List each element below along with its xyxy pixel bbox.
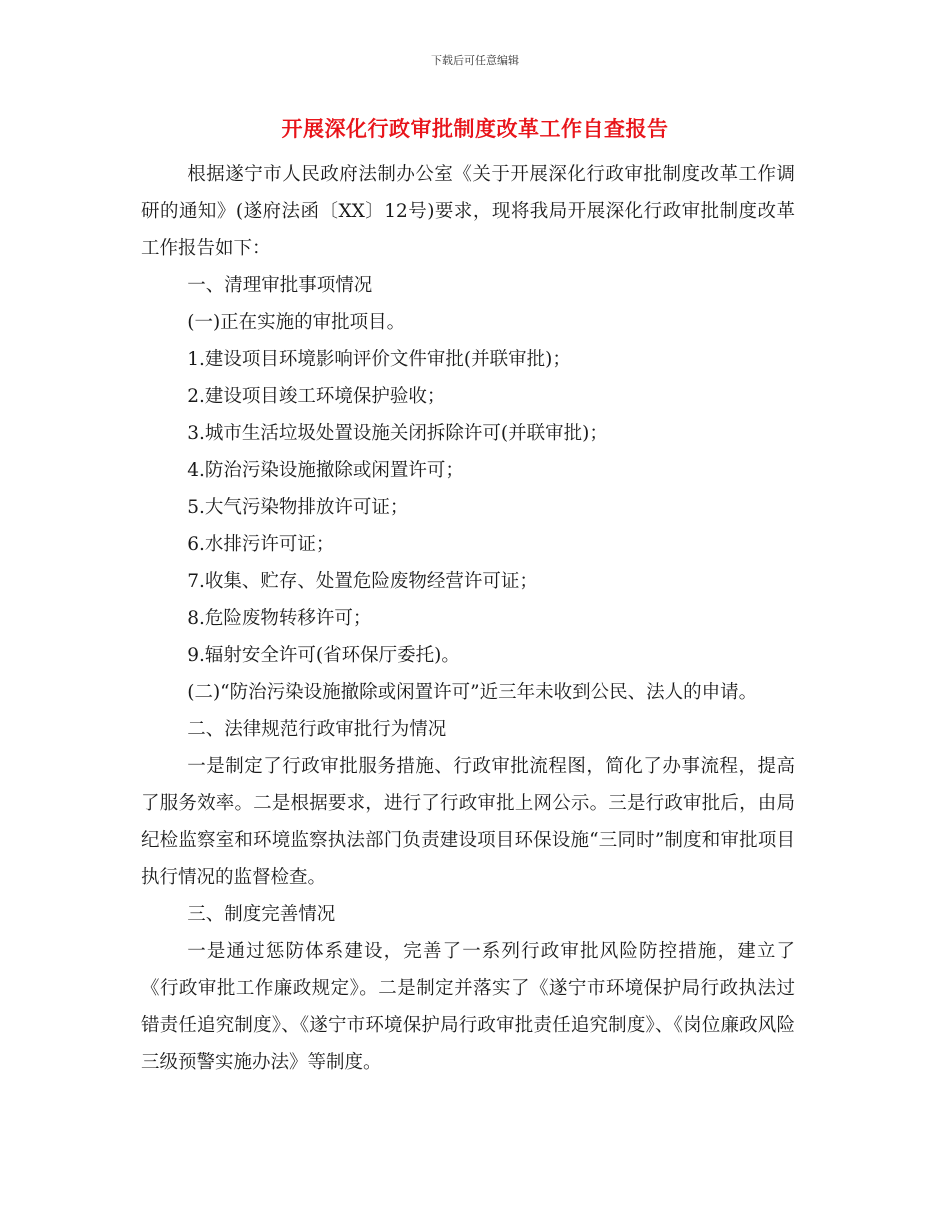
- list-item: 7.收集、贮存、处置危险废物经营许可证；: [187, 571, 538, 592]
- list-item: 3.城市生活垃圾处置设施关闭拆除许可(并联审批)；: [187, 423, 608, 444]
- subsection-heading-2: (二)“防治污染设施撤除或闲置许可”近三年未收到公民、法人的申请。: [187, 682, 758, 703]
- section-heading-2: 二、法律规范行政审批行为情况: [187, 719, 447, 740]
- paragraph-legal-norms: 一是制定了行政审批服务措施、行政审批流程图，简化了办事流程，提高了服务效率。二是根据要求，进行了行政审批上网公示。三是行政审批后，由局纪检监察室和环境监察执法部门负责建设项目环保设施“三同时”制度和审批项目执行情况的监督检查。: [141, 756, 795, 888]
- paragraph-intro: 根据遂宁市人民政府法制办公室《关于开展深化行政审批制度改革工作调研的通知》(遂府法函〔XX〕12号)要求，现将我局开展深化行政审批制度改革工作报告如下：: [141, 164, 795, 259]
- page-header-note: 下载后可任意编辑: [431, 54, 519, 67]
- list-item: 6.水排污许可证；: [187, 534, 335, 555]
- list-item: 8.危险废物转移许可；: [187, 608, 372, 629]
- paragraph-system-improvement: 一是通过惩防体系建设，完善了一系列行政审批风险防控措施，建立了《行政审批工作廉政规定》。二是制定并落实了《遂宁市环境保护局行政执法过错责任追究制度》、《遂宁市环境保护局行政审批责任追究制度》、《岗位廉政风险三级预警实施办法》等制度。: [141, 941, 795, 1073]
- section-heading-3: 三、制度完善情况: [187, 904, 336, 925]
- document-body: [141, 156, 795, 1081]
- section-heading-1: 一、清理审批事项情况: [187, 275, 373, 296]
- list-item: 2.建设项目竣工环境保护验收；: [187, 386, 446, 407]
- list-item: 1.建设项目环境影响评价文件审批(并联审批)；: [187, 349, 571, 370]
- document-title: 开展深化行政审批制度改革工作自查报告: [281, 117, 669, 141]
- list-item: 5.大气污染物排放许可证；: [187, 497, 409, 518]
- subsection-heading-1: (一)正在实施的审批项目。: [187, 312, 406, 333]
- list-item: 9.辐射安全许可(省环保厅委托)。: [187, 645, 460, 666]
- list-item: 4.防治污染设施撤除或闲置许可；: [187, 460, 464, 481]
